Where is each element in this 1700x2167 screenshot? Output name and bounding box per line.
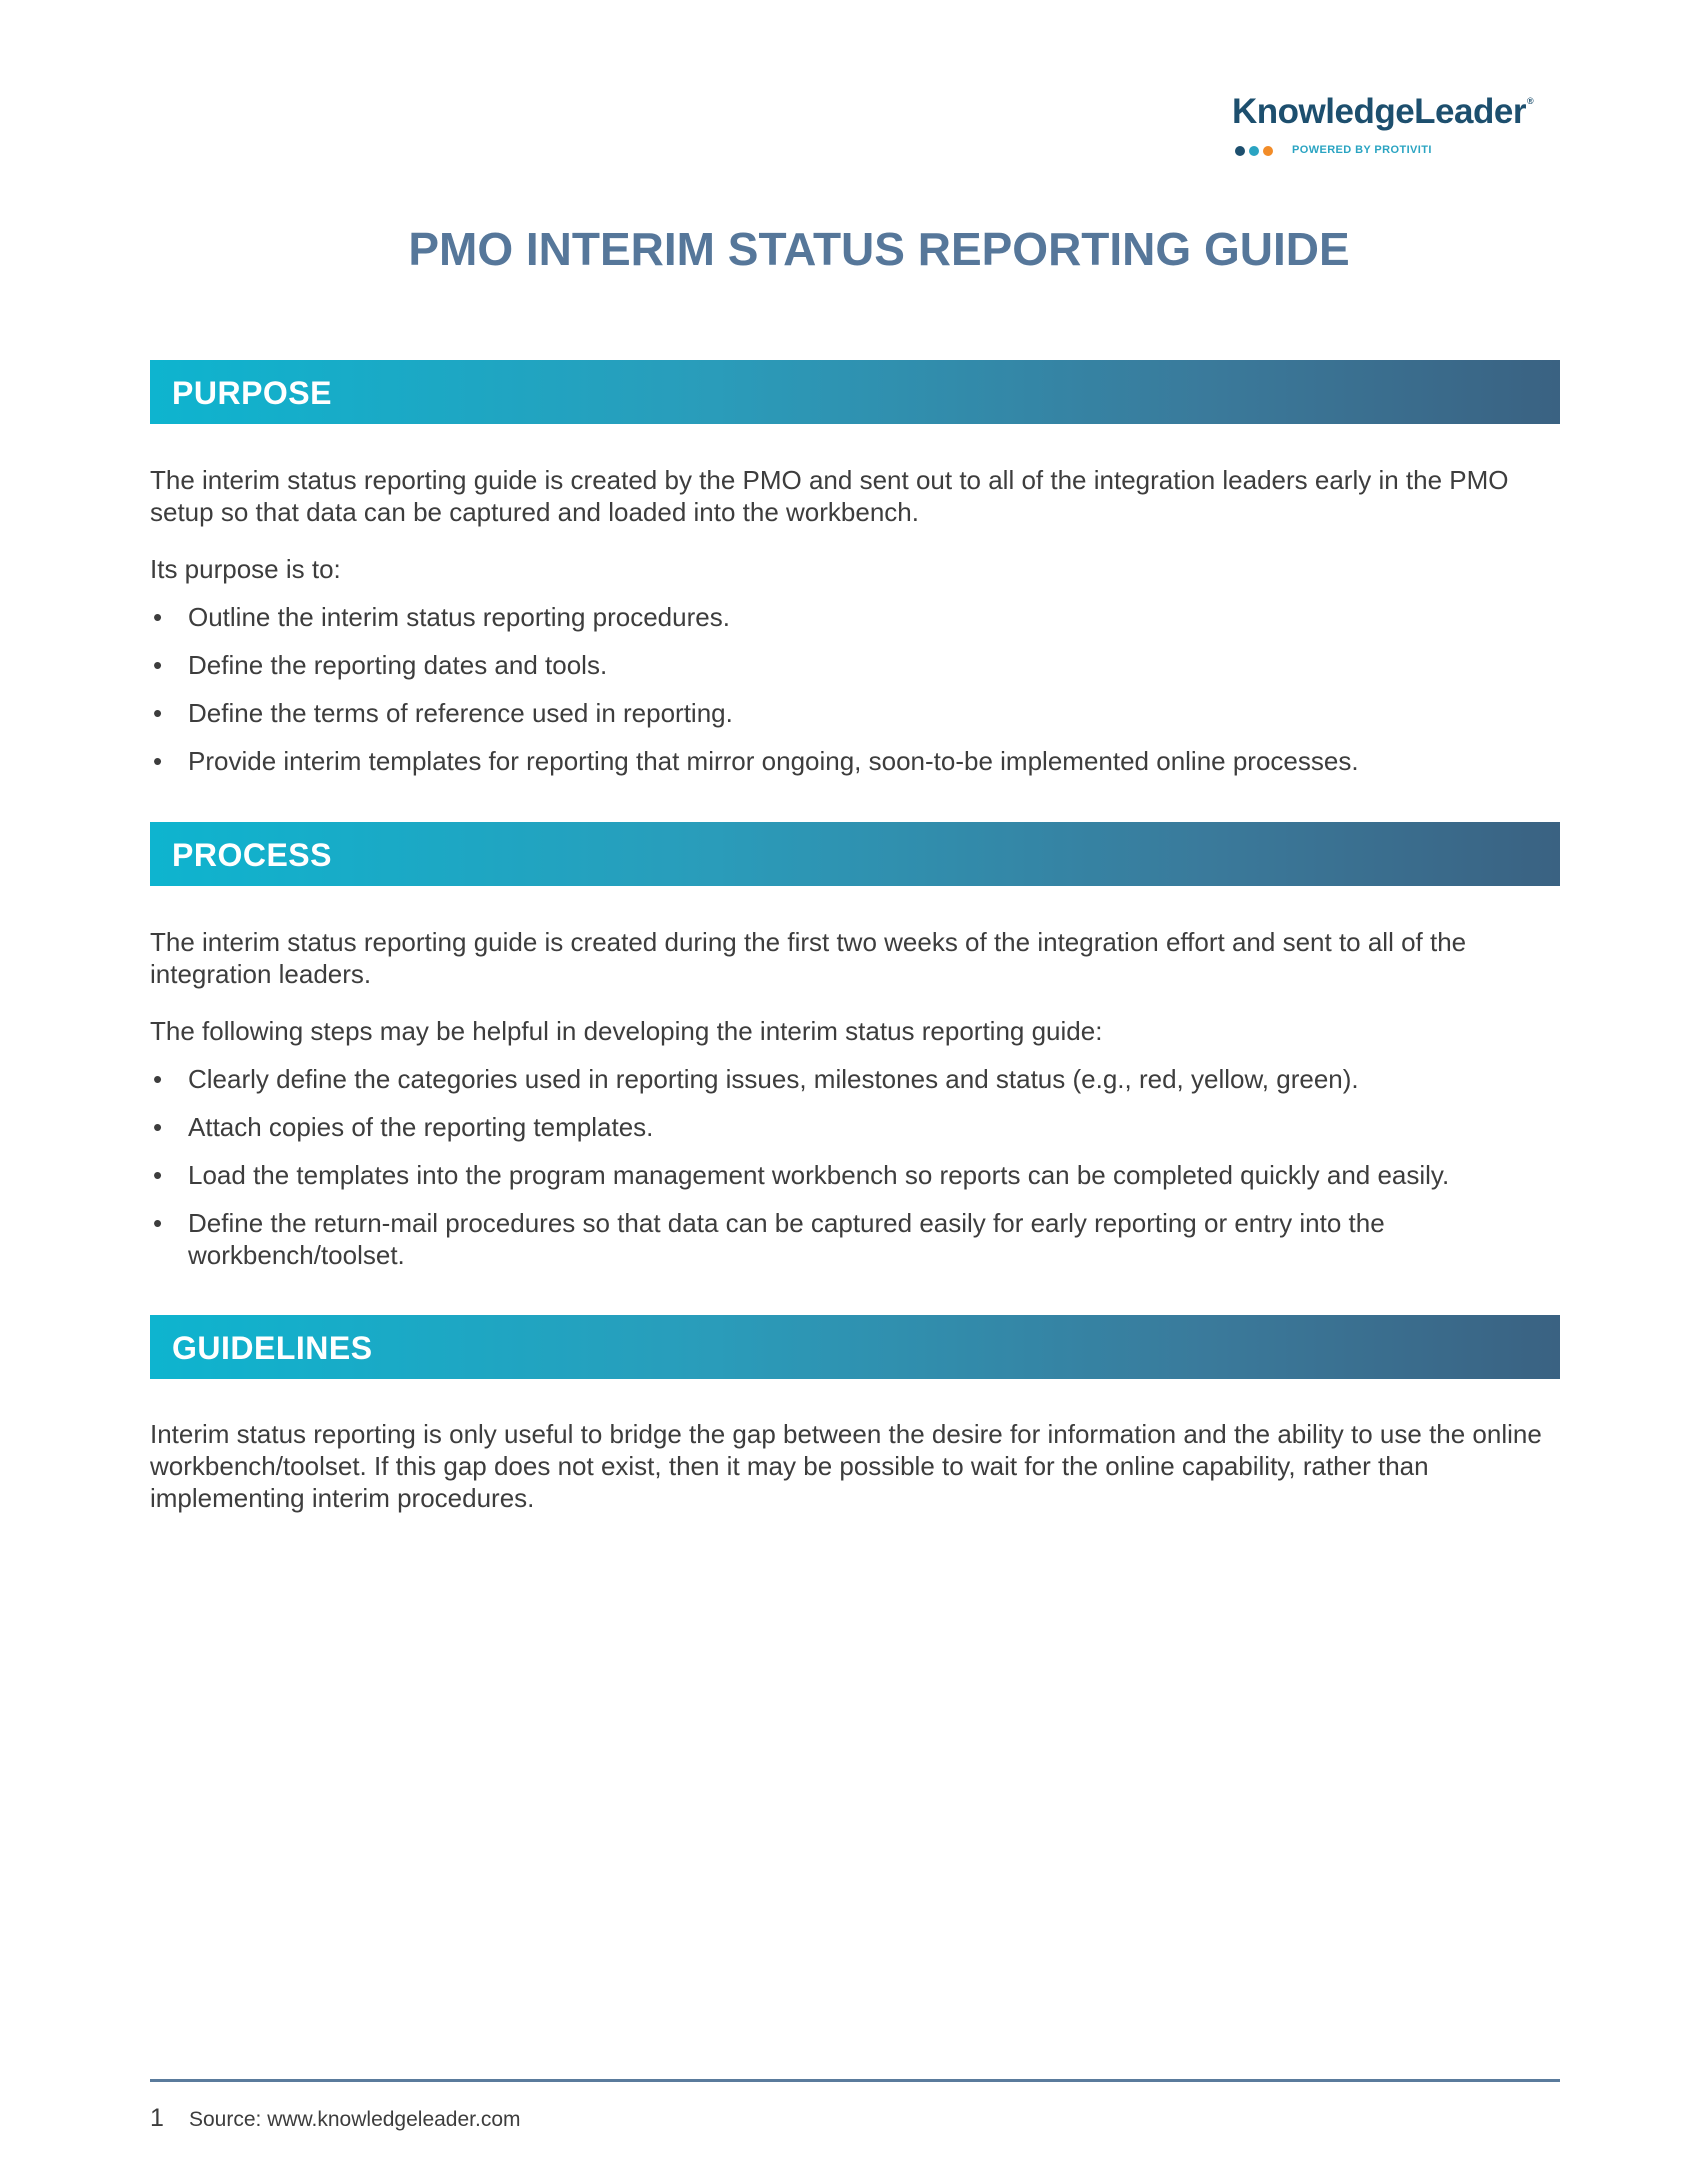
guidelines-paragraph: Interim status reporting is only useful to bridge the gap between the desire for information and the ability to use the online workbench/toolset. If this gap does not exist, then it may be possible to wait for the online capability, rather than implementing interim procedures.: [150, 1419, 1542, 1513]
footer-divider: [150, 2079, 1560, 2082]
list-item: [150, 1159, 1570, 1191]
bullet-icon: •: [153, 602, 163, 632]
logo-dot-3: [1263, 146, 1273, 156]
logo-dot-1: [1235, 146, 1245, 156]
logo-name: KnowledgeLeader: [1232, 92, 1526, 131]
list-item: [150, 1111, 1570, 1143]
process-intro: The following steps may be helpful in developing the interim status reporting guide:: [150, 1016, 1103, 1046]
bullet-icon: •: [153, 1208, 163, 1238]
list-item-text: Provide interim templates for reporting that mirror ongoing, soon-to-be implemented online processes.: [188, 746, 1359, 776]
bullet-icon: •: [153, 1064, 163, 1094]
list-item-text: Load the templates into the program management workbench so reports can be completed quickly and easily.: [188, 1160, 1450, 1190]
bullet-icon: •: [153, 1112, 163, 1142]
purpose-paragraph: The interim status reporting guide is created by the PMO and sent out to all of the integration leaders early in the PMO setup so that data can be captured and loaded into the workbench.: [150, 465, 1509, 527]
document-title: PMO INTERIM STATUS REPORTING GUIDE: [408, 223, 1350, 275]
section-header-purpose: [150, 360, 1560, 424]
logo-dot-2: [1249, 146, 1259, 156]
list-item-text: Clearly define the categories used in reporting issues, milestones and status (e.g., red, yellow, green).: [188, 1064, 1359, 1094]
list-item: [150, 649, 1570, 681]
bullet-icon: •: [153, 650, 163, 680]
list-item-text: Define the reporting dates and tools.: [188, 650, 608, 680]
process-paragraph: The interim status reporting guide is created during the first two weeks of the integration effort and sent to all of the integration leaders.: [150, 927, 1467, 989]
bullet-icon: •: [153, 698, 163, 728]
list-item: [150, 745, 1570, 777]
page-number: 1: [150, 2104, 164, 2132]
footer-source: Source: www.knowledgeleader.com: [189, 2108, 521, 2131]
list-item: [150, 1207, 1570, 1271]
logo-wordmark: [1232, 92, 1533, 132]
section-heading-process: PROCESS: [172, 837, 332, 873]
list-item-text: Define the return-mail procedures so that data can be captured easily for early reporting or entry into the workbench/toolset.: [188, 1208, 1385, 1270]
logo-registered-mark: ®: [1526, 96, 1534, 106]
knowledgeleader-logo: [1232, 92, 1562, 162]
purpose-bullet-list: [150, 601, 1570, 793]
logo-dots-icon: [1234, 145, 1274, 157]
section-heading-purpose: PURPOSE: [172, 375, 332, 411]
section-heading-guidelines: GUIDELINES: [172, 1330, 373, 1366]
logo-tagline: POWERED BY PROTIVITI: [1292, 144, 1432, 156]
list-item: [150, 1063, 1570, 1095]
bullet-icon: •: [153, 746, 163, 776]
list-item-text: Define the terms of reference used in reporting.: [188, 698, 733, 728]
bullet-icon: •: [153, 1160, 163, 1190]
process-bullet-list: [150, 1063, 1570, 1287]
purpose-intro: Its purpose is to:: [150, 554, 341, 584]
section-header-guidelines: [150, 1315, 1560, 1379]
section-header-process: [150, 822, 1560, 886]
list-item: [150, 601, 1570, 633]
list-item-text: Outline the interim status reporting procedures.: [188, 602, 730, 632]
list-item: [150, 697, 1570, 729]
list-item-text: Attach copies of the reporting templates.: [188, 1112, 654, 1142]
